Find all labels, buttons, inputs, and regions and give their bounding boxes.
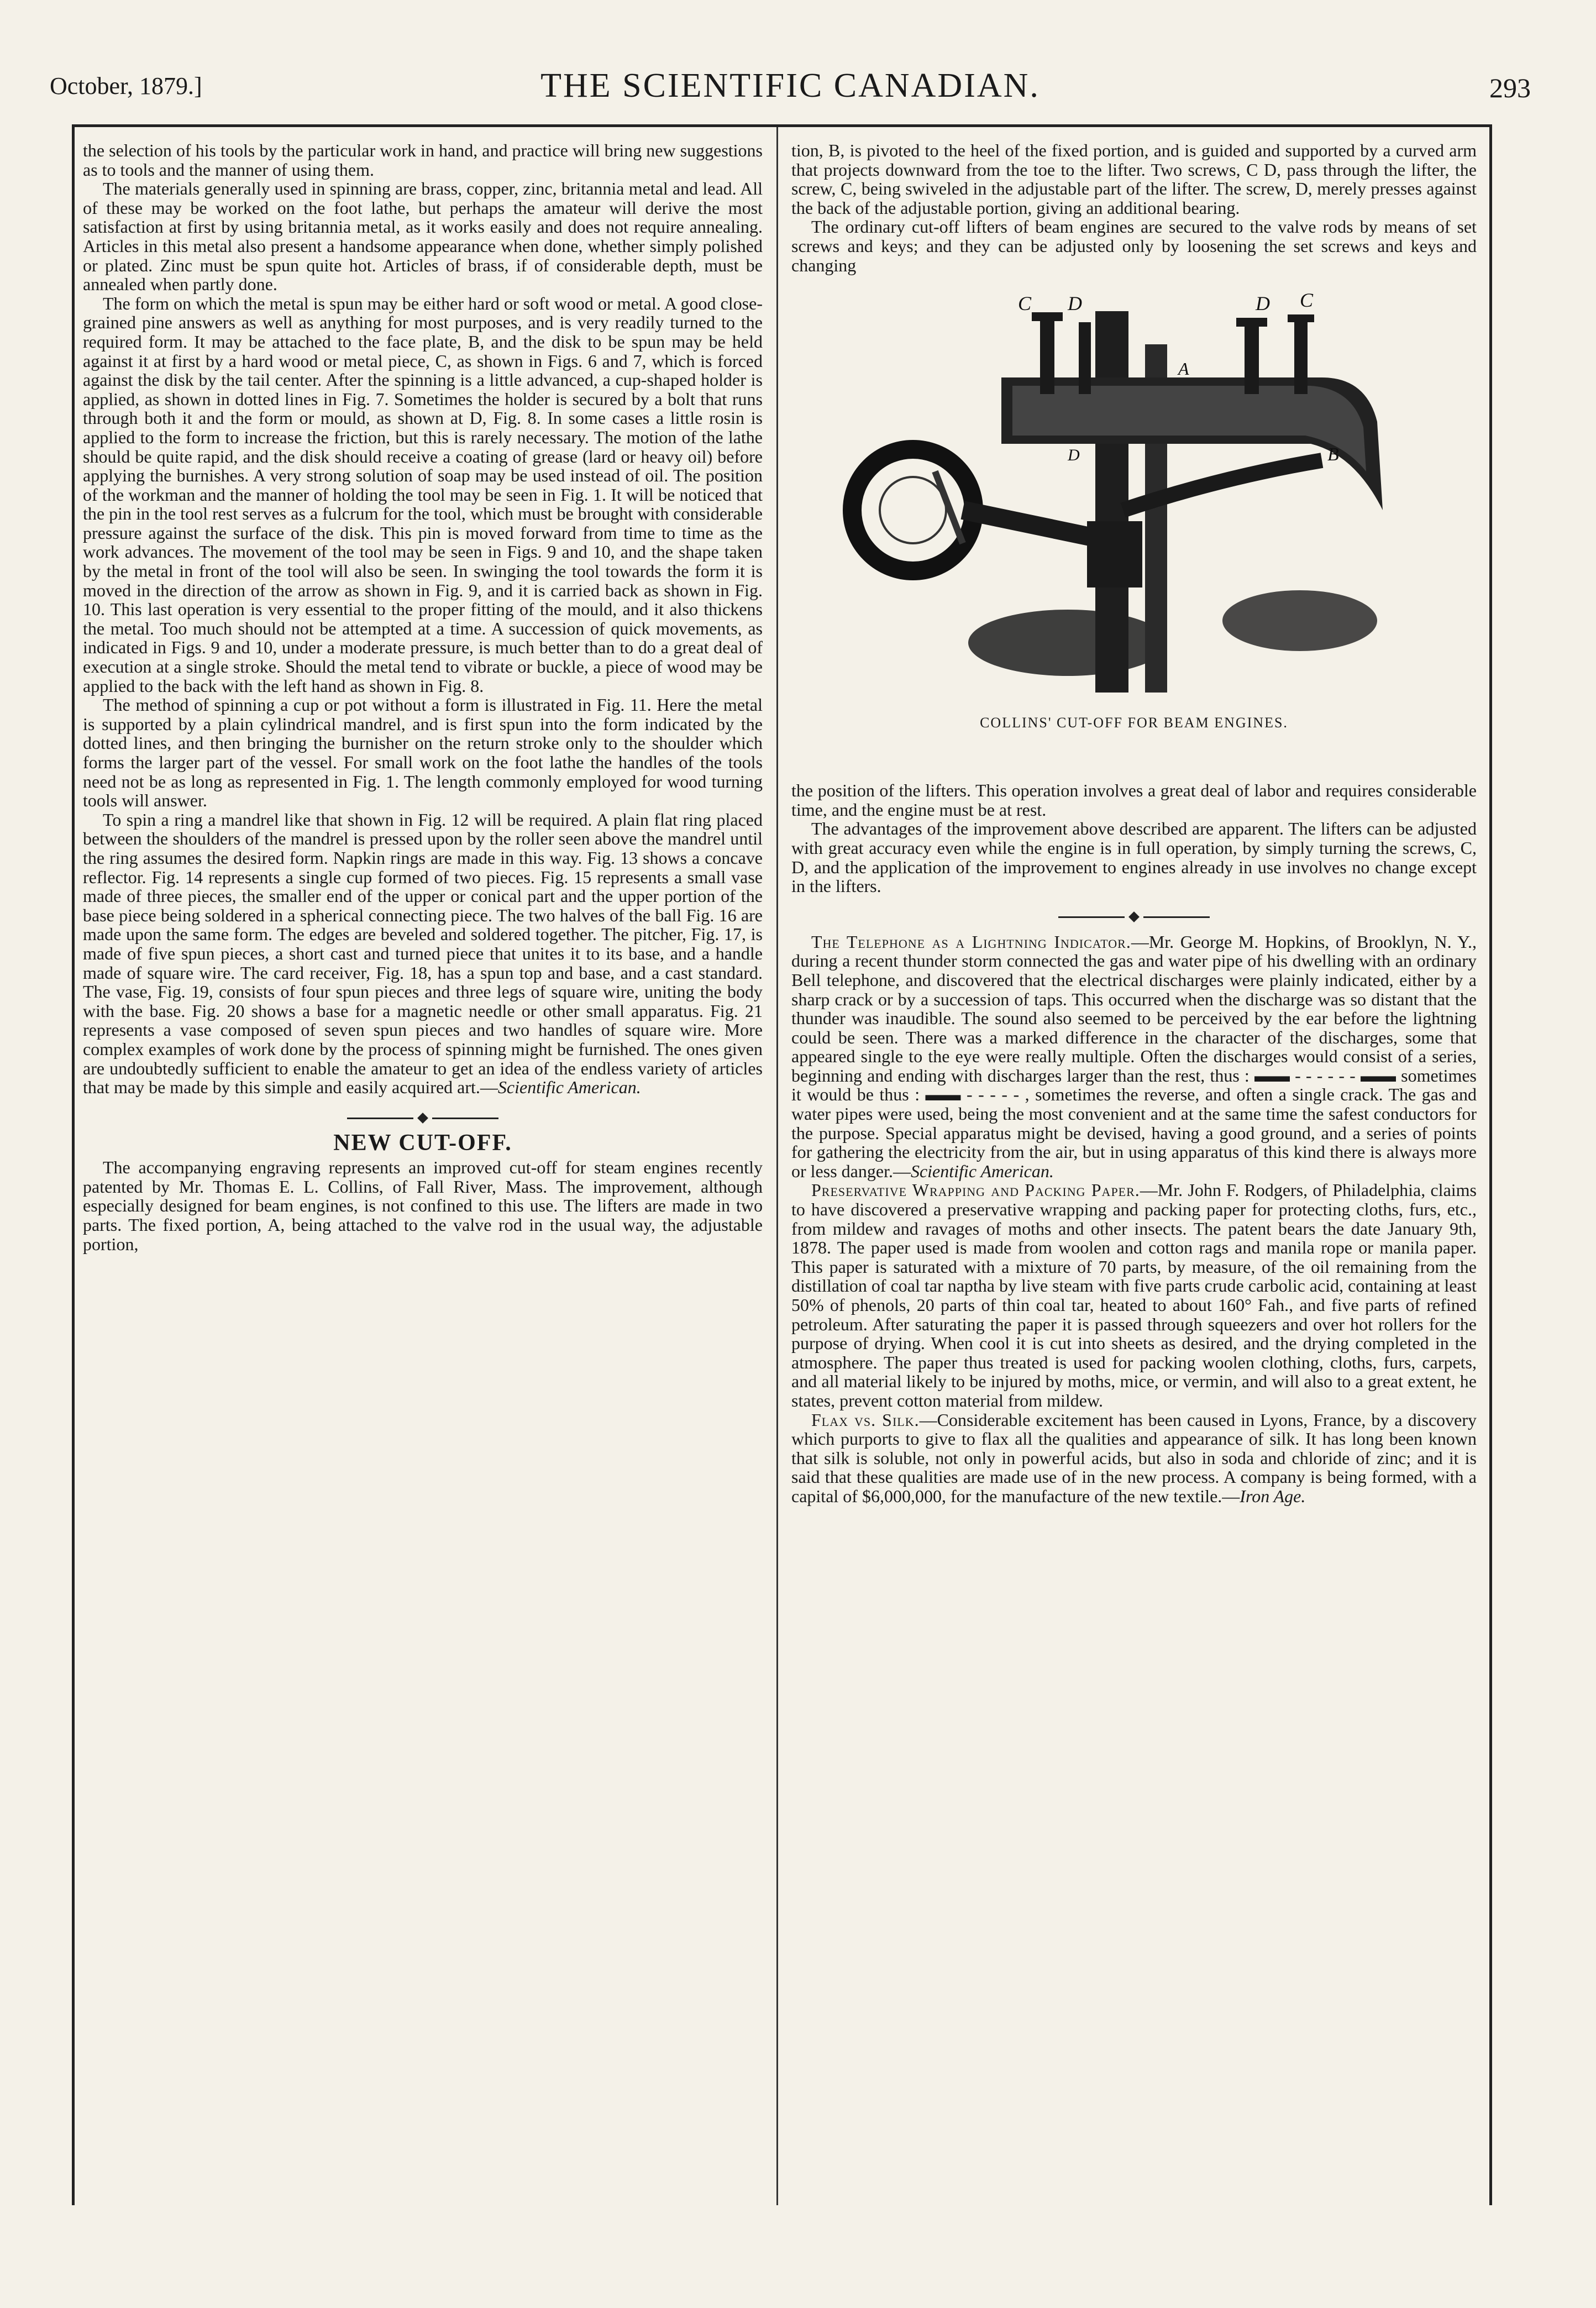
paragraph: The method of spinning a cup or pot without a form is illustrated in Fig. 11. Here the metal is supported by a plain cylindrical mandrel, and is first spun into the form indicated by the dotted lines, and then bringing the burnisher on the return stroke only to the shoulder which forms the larger part of the vessel. For small work on the foot lathe the handles of the tools need not be as long as represented in Fig. 1. The length commonly employed for wood turning tools will answer. [83, 695, 763, 811]
source-citation: Scientific American. [497, 1077, 641, 1098]
paragraph [791, 1181, 1477, 1410]
paragraph: The materials generally used in spinning are brass, copper, zinc, britannia metal and lead. All of these may be worked on the foot lathe, but perhaps the amateur will derive the most satisfaction at first by using britannia metal, as it works easily and does not require annealing. Articles in this metal also present a handsome appearance when done, whether simply polished or plated. Zinc must be spun quite hot. Articles of brass, if of considerable depth, must be annealed when partly done. [83, 179, 763, 295]
cut-off-engraving [836, 278, 1432, 698]
paragraph: The form on which the metal is spun may be either hard or soft wood or metal. A good close-grained pine answers as well as anything for most purposes, and is very readily turned to the required form. It may be attached to the face plate, B, and the disk to be spun may be held against it at first by a hard wood or metal piece, C, as shown in Figs. 6 and 7, which is forced against the disk by the tail center. After the spinning is a little advanced, a cup-shaped holder is applied, as shown in dotted lines in Fig. 7. Sometimes the holder is secured by a bolt that runs through both it and the form or mould, as shown at D, Fig. 8. In some cases a little rosin is applied to the form to increase the friction, but this is rarely necessary. The motion of the lathe should be quite rapid, and the disk should receive a coating of grease (lard or heavy oil) before applying the burnishes. A very strong solution of soap may be used instead of oil. The position of the workman and the manner of holding the tool may be seen in Fig. 1. It will be noticed that the pin in the tool rest serves as a fulcrum for the tool, which must be brought with considerable pressure against the surface of the disk. This pin is moved forward from time to time as the work advances. The movement of the tool may be seen in Figs. 9 and 10, and the shape taken by the metal in front of the tool will also be seen. In swinging the tool towards the form it is moved in the direction of the arrow as shown in Fig. 9, and it is carried back as shown in Fig. 10. This last operation is very essential to the proper fitting of the mould, and it also thickens the metal. Too much should not be attempted at a time. A succession of quick movements, as indicated in Figs. 9 and 10, under a moderate pressure, is much better than to do a great deal of execution at a single stroke. Should the metal tend to vibrate or buckle, a piece of wood may be applied to the back with the left hand as shown in Fig. 8. [83, 293, 763, 696]
paragraph: The accompanying engraving represents an improved cut-off for steam engines recently patented by Mr. Thomas E. L. Collins, of Fall River, Mass. The improvement, although especially designed for beam engines, is not confined to this use. The lifters are made in two parts. The fixed portion, A, being attached to the valve rod in the usual way, the adjustable portion, [83, 1157, 763, 1254]
figure-label-d2: D [1256, 292, 1270, 315]
article-heading: Preservative Wrapping and Packing Paper. [811, 1180, 1140, 1200]
issue-date: October, 1879.] [50, 72, 202, 99]
paragraph-text: —Considerable excitement has been caused in Lyons, France, by a discovery which purports to give to flax all the qualities and appearance of silk. It has long been known that silk is soluble, not only in powerful acids, but also in soda and chloride of zinc; and it is said that these qualities are made use of in the new process. A company is being formed, with a capital of $6,000,000, for the manufacture of the new textile.— [791, 1409, 1477, 1506]
page-number: 293 [1489, 72, 1531, 103]
ornament-divider [791, 906, 1477, 916]
article-heading: Flax vs. Silk. [811, 1409, 920, 1430]
paragraph-text: To spin a ring a mandrel like that shown in Fig. 12 will be required. A plain flat ring placed between the shoulders of the mandrel is pressed upon by the roller seen above the mandrel until the ring assumes the desired form. Napkin rings are made in this way. Fig. 13 shows a concave reflector. Fig. 14 represents a single cup formed of two pieces. Fig. 15 represents a small vase made of three pieces, the smaller end of the upper or conical part and the upper portion of the base piece being soldered in a spherical connecting piece. The two halves of the ball Fig. 16 are made upon the same form. The edges are beveled and soldered together. The pitcher, Fig. 17, is made of five spun pieces, a short cast and turned piece that unites it to its base, and a handle made of square wire. The card receiver, Fig. 18, has a spun top and base, and a cast standard. The vase, Fig. 19, consists of four spun pieces and three legs of square wire, uniting the body with the base. Fig. 20 shows a base for a magnetic needle or other small apparatus. Fig. 21 represents a vase composed of seven spun pieces and two handles of square wire. More complex examples of work done by the process of spinning might be furnished. The ones given are undoubtedly sufficient to enable the amateur to get an idea of the endless variety of articles that may be made by this simple and easily acquired art.— [83, 809, 763, 1098]
figure-label-d: D [1068, 292, 1082, 315]
article-heading: The Telephone as a Lightning Indicator. [811, 931, 1131, 952]
frame-right-rule [1489, 124, 1492, 2205]
paragraph-text: —Mr. John F. Rodgers, of Philadelphia, claims to have discovered a preservative wrapping and packing paper for protecting cloths, furs, etc., from mildew and ravages of moths and other insects. The patent bears the date January 9th, 1878. The paper used is made from woolen and cotton rags and manila rope or manila paper. This paper is saturated with a mixture of 70 parts, by measure, of the oil remaining from the distillation of coal tar naptha by live steam with five parts crude carbolic acid, containing at least 50% of phenols, 20 parts of thin coal tar, heated to about 160° Fah., and five parts of refined petroleum. After saturating the paper it is passed through squeezers and over hot rollers for the purpose of drying. When cool it is cut into sheets as desired, and the drying completed in the atmosphere. The paper thus treated is used for packing woolen clothing, cloths, furs, carpets, and all material likely to be injured by moths, mice, or vermin, and will also to a great extent, he states, prevent cotton material from mildew. [791, 1180, 1477, 1410]
paragraph [83, 810, 763, 1097]
header-rule [72, 124, 1492, 127]
left-column [83, 141, 763, 2197]
paragraph [791, 932, 1477, 1181]
paragraph: The ordinary cut-off lifters of beam engines are secured to the valve rods by means of set screws and keys; and they can be adjusted only by loosening the set screws and keys and changing [791, 217, 1477, 275]
figure-caption: COLLINS' CUT-OFF FOR BEAM ENGINES. [980, 715, 1288, 731]
paragraph: The advantages of the improvement above described are apparent. The lifters can be adjusted with great accuracy even while the engine is in full operation, by simply turning the screws, C, D, and the application of the improvement to engines already in use involves no change except in the lifters. [791, 819, 1477, 896]
figure-label-d3: D [1068, 446, 1080, 465]
right-column [791, 141, 1477, 2197]
column-divider [776, 127, 778, 2205]
paragraph-text: —Mr. George M. Hopkins, of Brooklyn, N. Y., during a recent thunder storm connected the gas and water pipe of his dwelling with an ordinary Bell telephone, and discovered that the electrical discharges were plainly indicated, either by a sharp crack or by a succession of taps. This occurred when the discharge was so distant that the thunder was inaudible. The sound also seemed to be perceived by the ear before the lightning could be seen. There was a marked difference in the character of the discharges, some that appeared single to the eye were really multiple. Often the discharges would consist of a series, beginning and ending with discharges larger than the rest, thus : ▬▬ - - - - - - ▬▬ sometimes it would be thus : ▬▬ - - - - - , sometimes the reverse, and often a single crack. The gas and water pipes were used, being the most convenient and at the same time the safest conductors for the purpose. Special apparatus might be devised, having a good ground, and a series of points for gathering the electricity from the air, but in using apparatus of this kind there is always more or less danger.— [791, 931, 1477, 1181]
section-title: NEW CUT-OFF. [333, 1130, 512, 1156]
frame-left-rule [72, 124, 75, 2205]
paragraph [791, 1410, 1477, 1506]
journal-title: THE SCIENTIFIC CANADIAN. [540, 67, 1040, 104]
paragraph: the selection of his tools by the particular work in hand, and practice will bring new suggestions as to tools and the manner of using them. [83, 141, 763, 180]
figure-label-a: A [1178, 359, 1189, 379]
paragraph: the position of the lifters. This operation involves a great deal of labor and requires considerable time, and the engine must be at rest. [791, 780, 1477, 820]
ornament-divider [83, 1107, 763, 1117]
figure-label-c: C [1018, 292, 1032, 315]
engraving-figure [791, 278, 1477, 775]
paragraph: tion, B, is pivoted to the heel of the fixed portion, and is guided and supported by a curved arm that projects downward from the toe to the lifter. Two screws, C D, pass through the lifter, the screw, C, being swiveled in the adjustable part of the lifter. The screw, D, merely presses against the back of the adjustable portion, giving an additional bearing. [791, 141, 1477, 218]
page-header [50, 66, 1531, 116]
figure-label-c2: C [1300, 289, 1314, 312]
figure-label-b: B [1327, 444, 1339, 465]
source-citation: Iron Age. [1240, 1486, 1306, 1506]
source-citation: Scientific American. [910, 1161, 1054, 1181]
